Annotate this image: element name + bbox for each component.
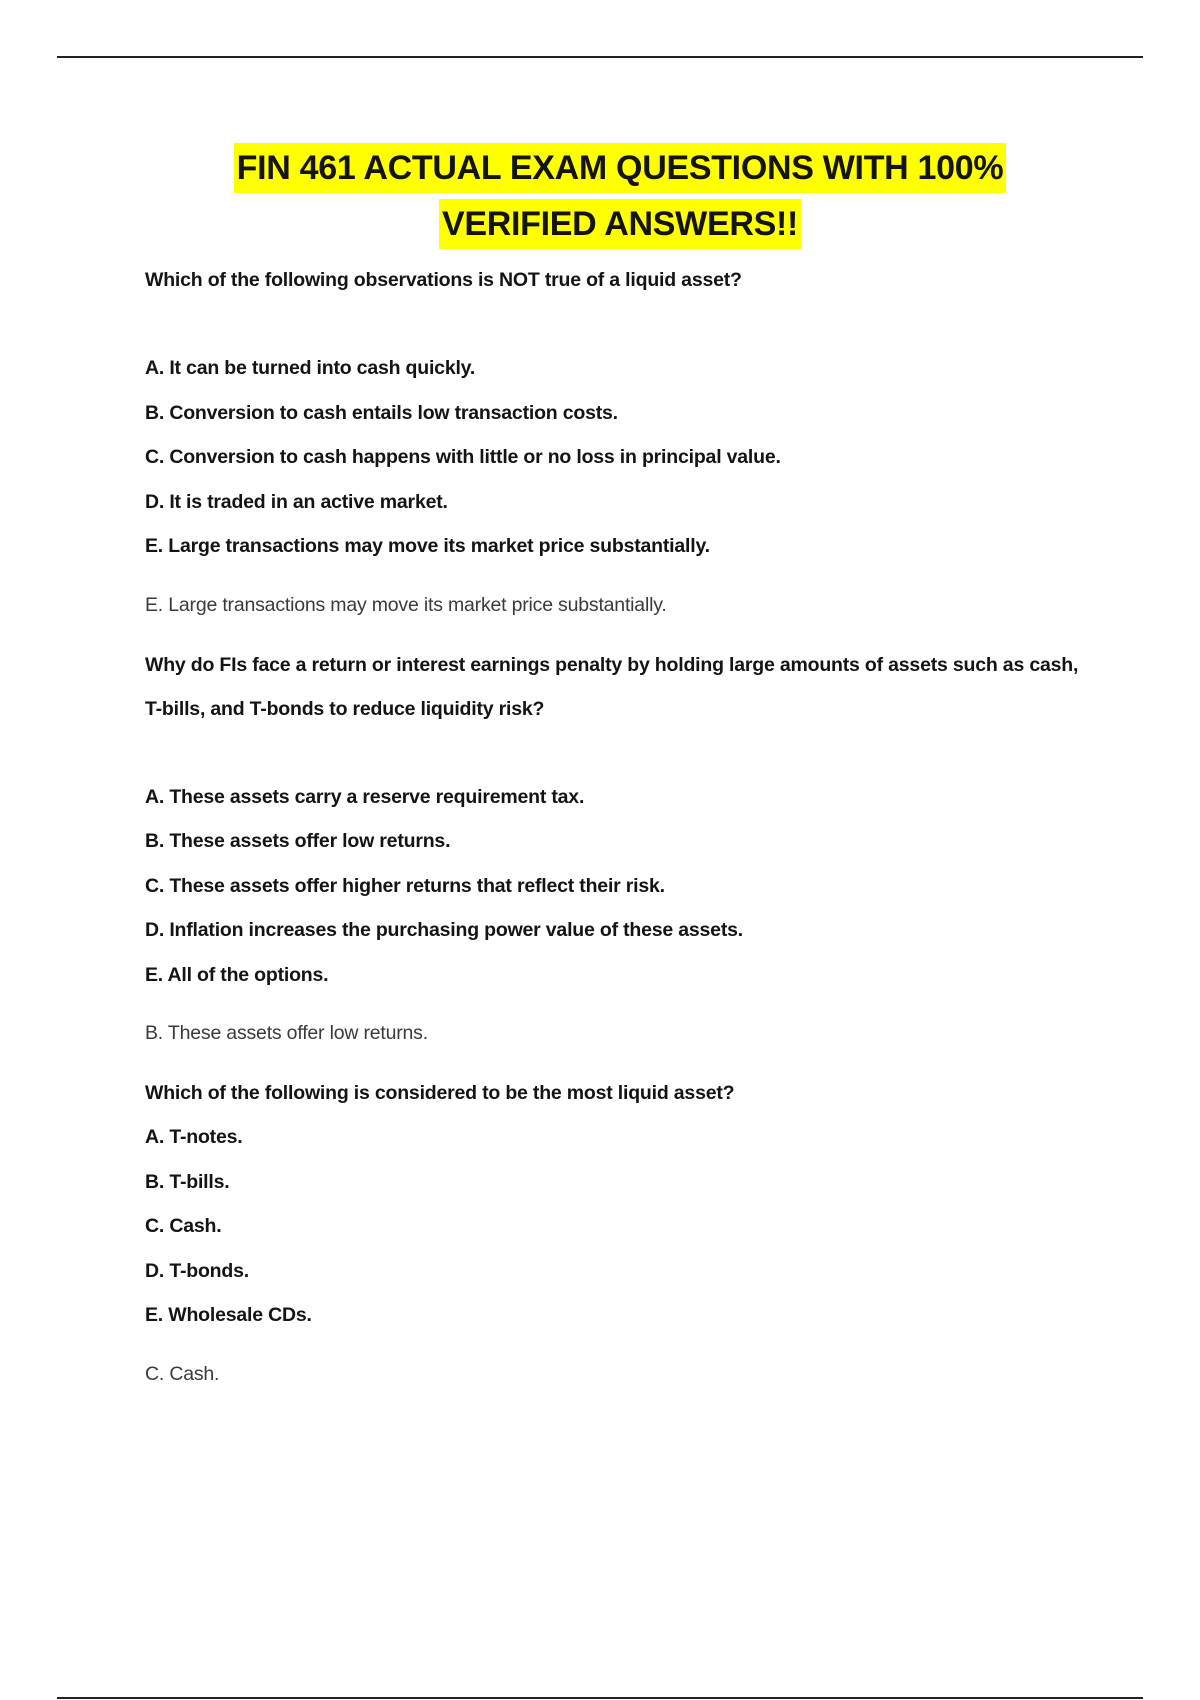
option-c: C. Cash. bbox=[145, 1215, 222, 1237]
title-line-1: FIN 461 ACTUAL EXAM QUESTIONS WITH 100% bbox=[234, 143, 1007, 193]
option-b: B. These assets offer low returns. bbox=[145, 830, 451, 852]
option-b: B. Conversion to cash entails low transaction costs. bbox=[145, 401, 618, 424]
question-prompt: Which of the following observations is NOT true of a liquid asset? bbox=[145, 269, 742, 291]
question-prompt: Why do FIs face a return or interest earnings penalty by holding large amounts of assets such as cash, T-bills, and T-bonds to reduce liquidity risk? bbox=[145, 653, 1079, 720]
answer-text: B. These assets offer low returns. bbox=[145, 1022, 428, 1044]
option-e: E. Large transactions may move its market price substantially. bbox=[145, 535, 710, 557]
document-title bbox=[145, 140, 1095, 252]
answer-text: C. Cash. bbox=[145, 1362, 220, 1385]
option-c: C. Conversion to cash happens with little or no loss in principal value. bbox=[145, 446, 781, 468]
spacer bbox=[145, 302, 1095, 346]
option-a: A. These assets carry a reserve requirement tax. bbox=[145, 785, 585, 808]
title-line-2: VERIFIED ANSWERS!! bbox=[439, 199, 801, 249]
option-a: A. It can be turned into cash quickly. bbox=[145, 357, 476, 379]
question-prompt: Which of the following is considered to be the most liquid asset? bbox=[145, 1082, 735, 1104]
option-d: D. It is traded in an active market. bbox=[145, 490, 448, 513]
option-e: E. Wholesale CDs. bbox=[145, 1304, 312, 1326]
option-d: D. T-bonds. bbox=[145, 1259, 249, 1282]
option-e: E. All of the options. bbox=[145, 963, 329, 986]
question-block-3 bbox=[145, 1071, 1095, 1396]
question-block-1 bbox=[145, 258, 1095, 627]
question-block-2 bbox=[145, 643, 1095, 1056]
option-d: D. Inflation increases the purchasing power value of these assets. bbox=[145, 919, 743, 941]
option-c: C. These assets offer higher returns that reflect their risk. bbox=[145, 874, 665, 897]
document-body bbox=[145, 140, 1095, 1412]
answer-text: E. Large transactions may move its market price substantially. bbox=[145, 593, 667, 616]
option-a: A. T-notes. bbox=[145, 1126, 243, 1148]
option-b: B. T-bills. bbox=[145, 1170, 230, 1193]
footer-rule bbox=[57, 1697, 1143, 1699]
spacer bbox=[145, 731, 1095, 775]
header-rule bbox=[57, 56, 1143, 58]
